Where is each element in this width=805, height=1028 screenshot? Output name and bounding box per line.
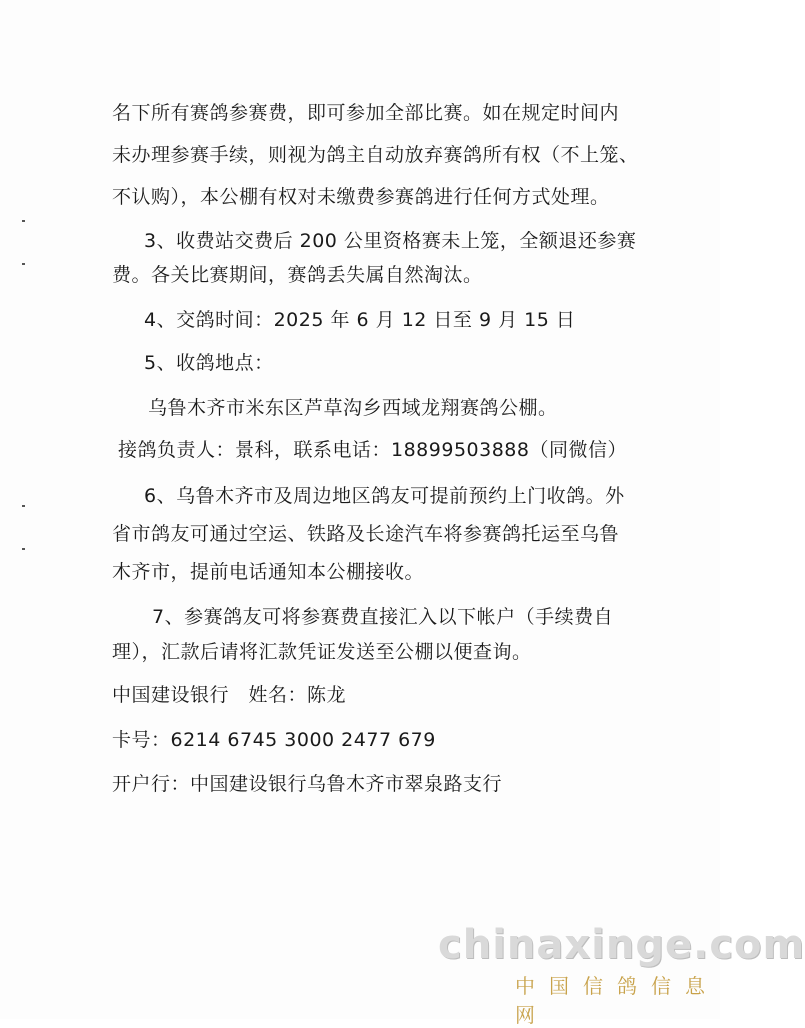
text-line-3: 不认购），本公棚有权对未缴费参赛鸽进行任何方式处理。 [112,186,610,208]
scan-mark [22,263,25,265]
text-line-6: 4、交鸽时间：2025 年 6 月 12 日至 9 月 15 日 [144,309,576,331]
text-line-16: 卡号：6214 6745 3000 2477 679 [112,729,436,751]
text-line-17: 开户行：中国建设银行乌鲁木齐市翠泉路支行 [112,773,503,795]
text-line-1: 名下所有赛鸽参赛费，即可参加全部比赛。如在规定时间内 [112,102,620,124]
text-line-11: 省市鸽友可通过空运、铁路及长途汽车将参赛鸽托运至乌鲁 [112,523,620,545]
text-line-13: 7、参赛鸽友可将参赛费直接汇入以下帐户（手续费自 [152,606,614,628]
scan-mark [22,548,25,550]
text-line-15: 中国建设银行 姓名：陈龙 [112,684,347,706]
text-line-8: 乌鲁木齐市米东区芦草沟乡西域龙翔赛鸽公棚。 [148,397,558,419]
watermark-name: 中国信鸽信息网 [515,974,719,1027]
scan-mark [22,505,25,507]
text-line-2: 未办理参赛手续，则视为鸽主自动放弃赛鸽所有权（不上笼、 [112,144,639,166]
text-line-10: 6、乌鲁木齐市及周边地区鸽友可提前预约上门收鸽。外 [144,485,625,507]
text-line-14: 理），汇款后请将汇款凭证发送至公棚以便查询。 [112,641,532,663]
text-line-9: 接鸽负责人：景科，联系电话：18899503888（同微信） [118,439,627,461]
text-line-5: 费。各关比赛期间，赛鸽丢失属自然淘汰。 [112,264,483,286]
text-line-12: 木齐市，提前电话通知本公棚接收。 [112,561,425,583]
watermark-site: chinaxinge.com [438,922,805,968]
text-line-4: 3、收费站交费后 200 公里资格赛未上笼，全额退还参赛 [144,230,637,252]
scan-mark [22,220,25,222]
text-line-7: 5、收鸽地点： [144,352,274,374]
